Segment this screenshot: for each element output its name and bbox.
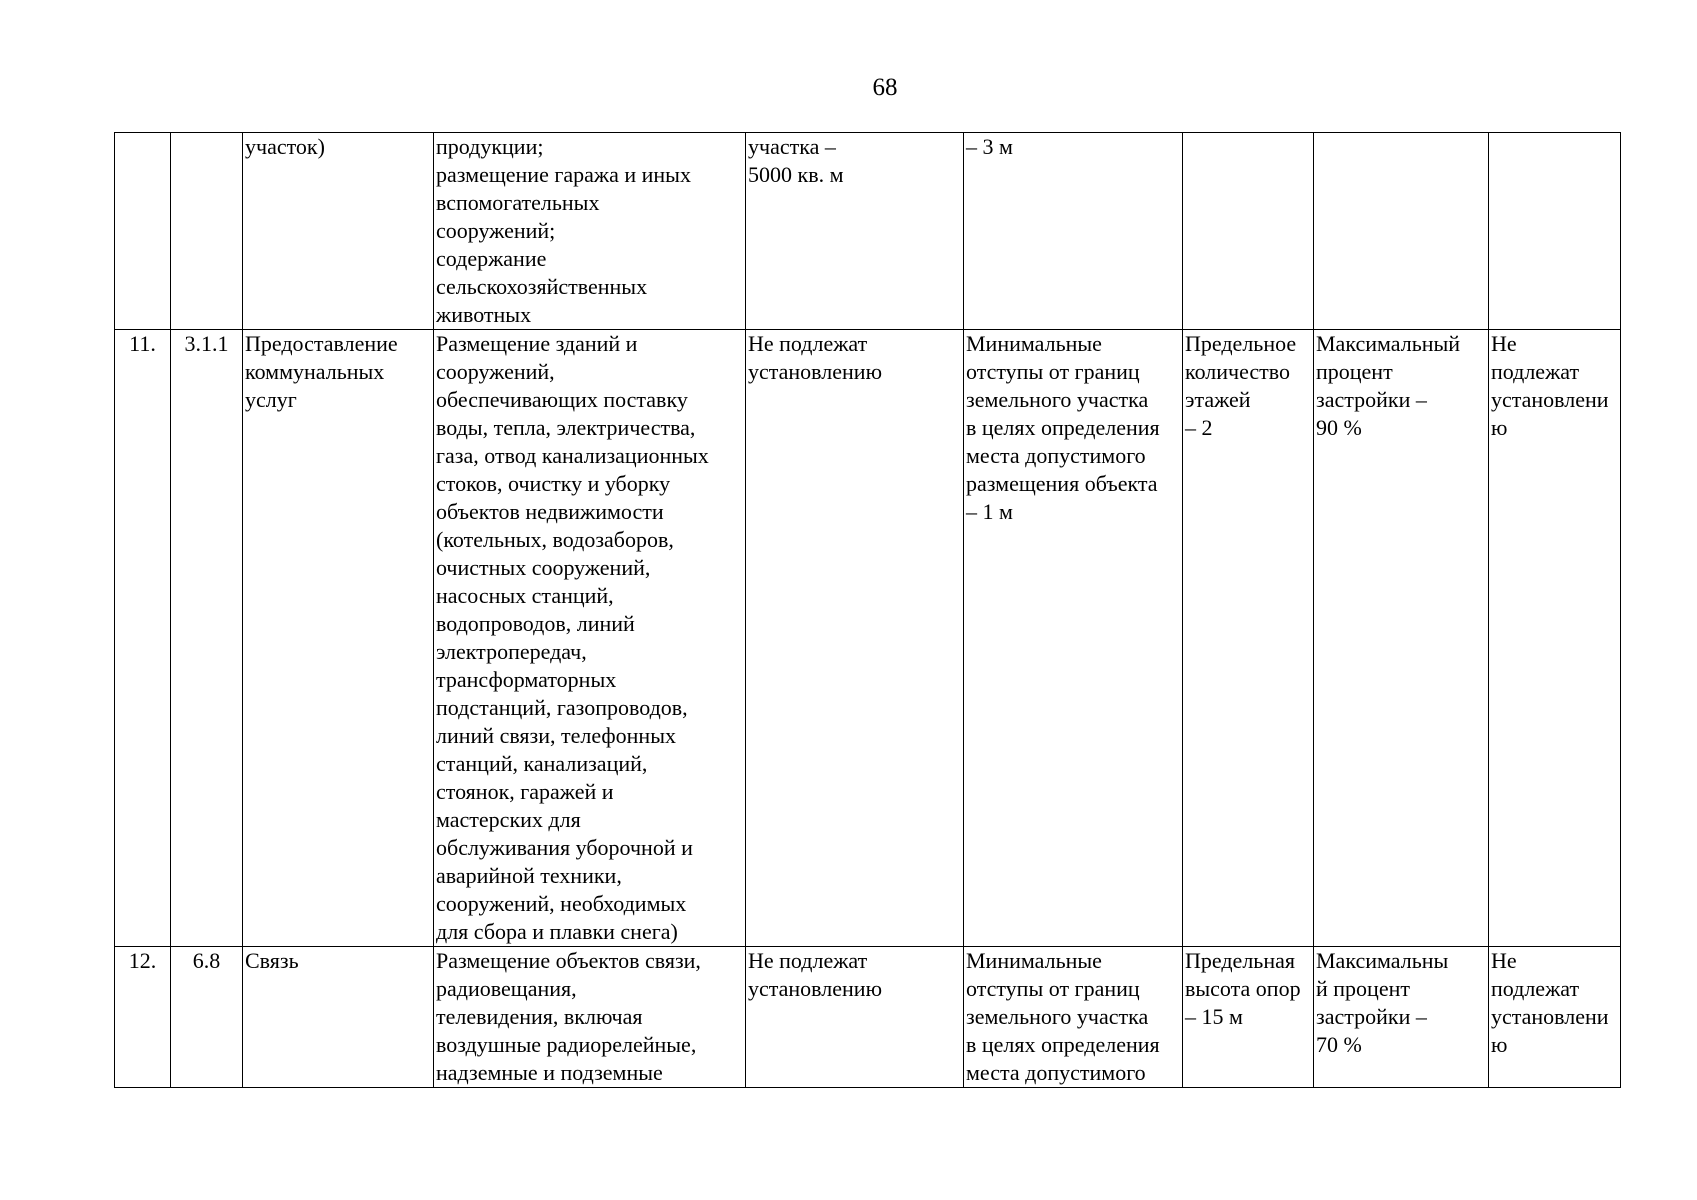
use-name-cell: Связь	[243, 947, 434, 1088]
floors-cell: Предельное количество этажей – 2	[1183, 330, 1314, 947]
table-row	[115, 947, 1621, 1088]
setback-cell: Минимальные отступы от границ земельного участка в целях определения места допустимого	[964, 947, 1183, 1088]
row-number-cell: 11.	[115, 330, 171, 947]
coverage-cell: Максимальны й процент застройки – 70 %	[1314, 947, 1489, 1088]
regulations-table	[114, 132, 1621, 1088]
description-cell: Размещение объектов связи, радиовещания, телевидения, включая воздушные радиорелейные, надземные и подземные	[434, 947, 746, 1088]
page-number: 68	[872, 74, 898, 101]
area-cell: Не подлежат установлению	[746, 947, 964, 1088]
table-row	[115, 133, 1621, 330]
setback-cell: Минимальные отступы от границ земельного участка в целях определения места допустимого размещения объекта – 1 м	[964, 330, 1183, 947]
table-row	[115, 330, 1621, 947]
other-cell	[1489, 133, 1621, 330]
use-name-cell: Предоставление коммунальных услуг	[243, 330, 434, 947]
other-cell: Не подлежат установлени ю	[1489, 330, 1621, 947]
description-cell: продукции; размещение гаража и иных вспомогательных сооружений; содержание сельскохозяйственных животных	[434, 133, 746, 330]
use-name-cell: участок)	[243, 133, 434, 330]
row-number-cell: 12.	[115, 947, 171, 1088]
coverage-cell	[1314, 133, 1489, 330]
area-cell: участка – 5000 кв. м	[746, 133, 964, 330]
row-number-cell	[115, 133, 171, 330]
code-cell: 3.1.1	[171, 330, 243, 947]
area-cell: Не подлежат установлению	[746, 330, 964, 947]
floors-cell: Предельная высота опор – 15 м	[1183, 947, 1314, 1088]
code-cell	[171, 133, 243, 330]
code-cell: 6.8	[171, 947, 243, 1088]
description-cell: Размещение зданий и сооружений, обеспечивающих поставку воды, тепла, электричества, газа, отвод канализационных стоков, очистку и уборку объектов недвижимости (котельных, водозаборов, очистных сооружений, насосных станций, водопроводов, линий электропередач, трансформаторных подстанций, газопроводов, линий связи, телефонных станций, канализаций, стоянок, гаражей и мастерских для обслуживания уборочной и аварийной техники, сооружений, необходимых для сбора и плавки снега)	[434, 330, 746, 947]
coverage-cell: Максимальный процент застройки – 90 %	[1314, 330, 1489, 947]
floors-cell	[1183, 133, 1314, 330]
setback-cell: – 3 м	[964, 133, 1183, 330]
other-cell: Не подлежат установлени ю	[1489, 947, 1621, 1088]
